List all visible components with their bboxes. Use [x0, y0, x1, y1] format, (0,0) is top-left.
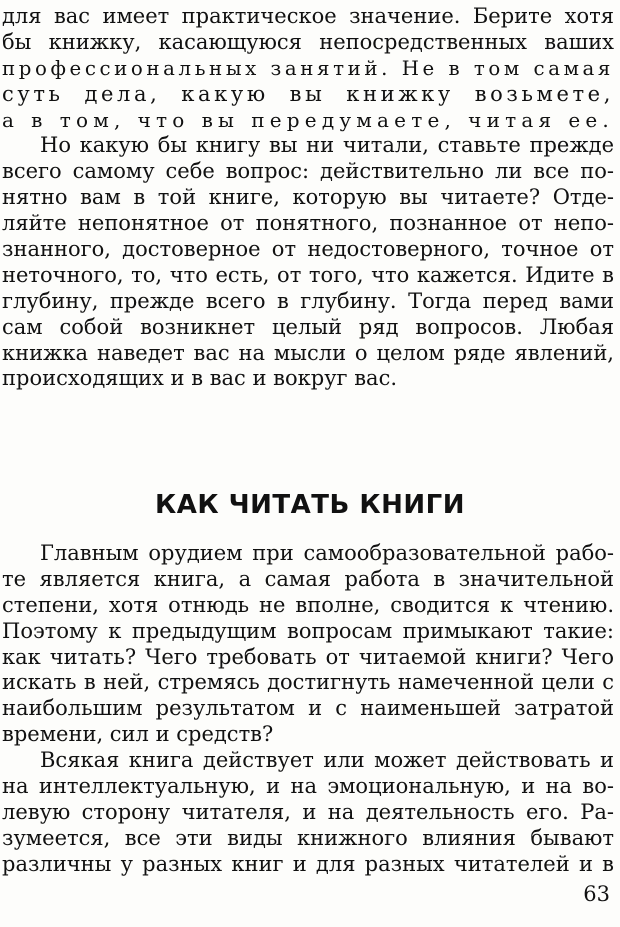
- text-line: на интеллектуальную, и на эмоциональную, и на во-: [2, 774, 614, 799]
- text-line: Но какую бы книгу вы ни читали, ставьте прежде: [40, 133, 614, 158]
- text-block-upper: [2, 4, 614, 392]
- text-line: происходящих и в вас и вокруг вас.: [2, 366, 398, 391]
- text-line: Поэтому к предыдущим вопросам примыкают такие:: [2, 618, 614, 643]
- text-line: степени, хотя отнюдь не вполне, сводится к чтению.: [2, 592, 614, 617]
- text-block-lower: [2, 541, 614, 878]
- text-line: зумеется, все эти виды книжного влияния бывают: [2, 825, 614, 850]
- section-heading: КАК ЧИТАТЬ КНИГИ: [154, 490, 465, 520]
- text-line: книжка наведет вас на мысли о целом ряде явлений,: [2, 340, 614, 365]
- text-line: ляйте непонятное от понятного, познанное от непо-: [2, 211, 614, 236]
- text-line: искать в ней, стремясь достигнуть намеченной цели с: [2, 670, 614, 695]
- text-line: суть дела, какую вы книжку возьмете,: [2, 81, 614, 106]
- text-line: а в том, что вы передумаете, читая ее.: [2, 107, 614, 132]
- text-line: сам собой возникнет целый ряд вопросов. Любая: [2, 314, 614, 339]
- text-line: Главным орудием при самообразовательной рабо-: [40, 541, 614, 565]
- text-line: левую сторону читателя, и на деятельность его. Ра-: [2, 799, 614, 824]
- text-line: неточного, то, что есть, от того, что кажется. Идите в: [2, 262, 614, 287]
- page-number: 63: [583, 882, 610, 906]
- text-line: для вас имеет практическое значение. Берите хотя: [2, 4, 614, 28]
- text-line: знанного, достоверное от недостоверного, точное от: [2, 237, 614, 262]
- text-line: различны у разных книг и для разных читателей и в: [2, 851, 614, 876]
- text-line: бы книжку, касающуюся непосредственных ваших: [2, 29, 614, 54]
- text-line: нятно вам в той книге, которую вы читаете? Отде-: [2, 185, 614, 210]
- text-line: наибольшим результатом и с наименьшей затратой: [2, 696, 614, 721]
- text-line: всего самому себе вопрос: действительно ли все по-: [2, 159, 614, 184]
- text-line: времени, сил и средств?: [2, 722, 274, 747]
- text-line: профессиональных занятий. Не в том самая: [2, 56, 614, 80]
- text-line: Всякая книга действует или может действовать и: [40, 748, 614, 773]
- text-line: те является книга, а самая работа в значительной: [2, 566, 614, 591]
- text-line: как читать? Чего требовать от читаемой книги? Чего: [2, 644, 614, 669]
- text-line: глубину, прежде всего в глубину. Тогда перед вами: [2, 288, 614, 313]
